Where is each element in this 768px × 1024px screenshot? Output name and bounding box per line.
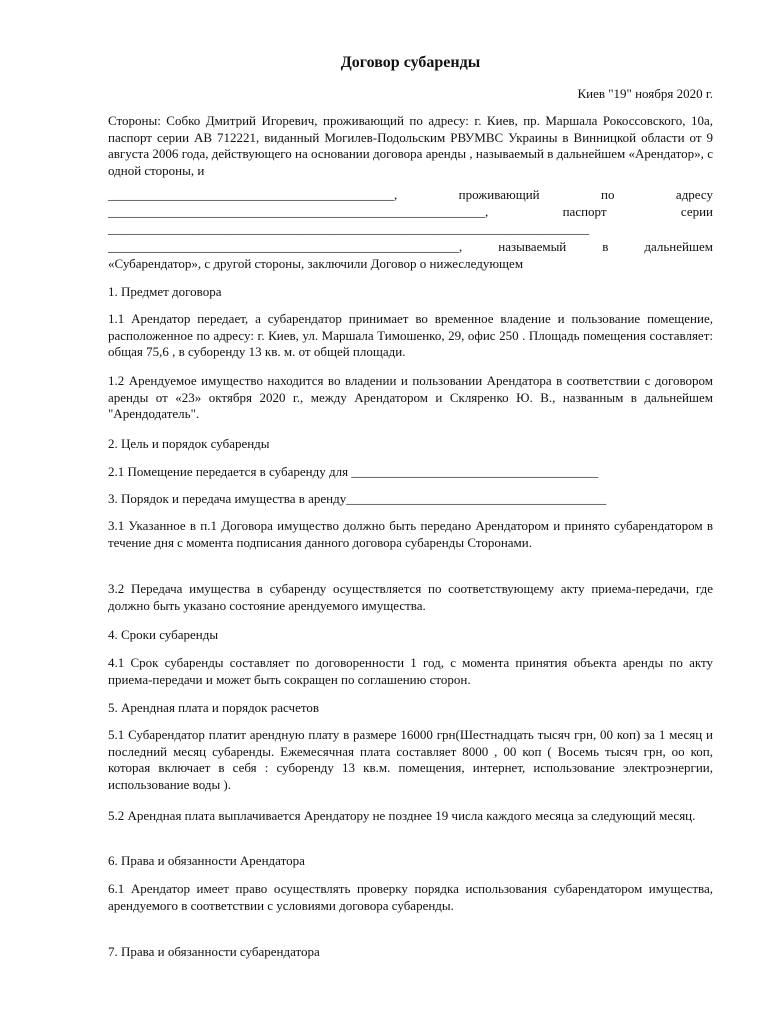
parties-blank-line-1: ____________________________________________, проживающий по адресу	[108, 187, 713, 202]
section-6-heading: 6. Права и обязанности Арендатора	[108, 853, 305, 868]
clause-1-1: 1.1 Арендатор передает, а субарендатор принимает во временное владение и пользование помещение, расположенное по адресу: г. Киев, ул. Маршала Тимошенко, 29, офис 250 . Площадь помещения составляет: общая 75,6 , в суборенду 13 кв. м. от общей площади.	[108, 311, 713, 359]
parties-blank-line-2: __________________________________________________________, паспорт серии	[108, 204, 713, 219]
clause-5-2: 5.2 Арендная плата выплачивается Арендатору не позднее 19 числа каждого месяца за следующий месяц.	[108, 808, 696, 823]
parties-closing-line: «Субарендатор», с другой стороны, заключили Договор о нижеследующем	[108, 256, 524, 271]
parties-blank-line-4: ______________________________________________________, называемый в дальнейшем	[108, 239, 713, 254]
section-7-heading: 7. Права и обязанности субарендатора	[108, 944, 320, 959]
clause-5-1: 5.1 Субарендатор платит арендную плату в размере 16000 грн(Шестнадцать тысяч грн, 00 коп) за 1 месяц и последний месяц субаренды. Ежемесячная плата составляет 8000 , 00 коп ( Восемь тысяч грн, оо коп, которая включает в себя : суборенду 13 кв.м. помещения, интернет, использование электроэнергии, использование воды ).	[108, 727, 713, 792]
section-3-heading: 3. Порядок и передача имущества в аренду________________________________________	[108, 491, 607, 506]
clause-4-1: 4.1 Срок субаренды составляет по договоренности 1 год, с момента принятия объекта аренды по акту приема-передачи и может быть сокращен по соглашению сторон.	[108, 655, 713, 687]
section-1-heading: 1. Предмет договора	[108, 284, 222, 299]
clause-6-1: 6.1 Арендатор имеет право осуществлять проверку порядка использования субарендатором имущества, арендуемого в соответствии с условиями договора субаренды.	[108, 881, 713, 913]
document-title: Договор субаренды	[340, 54, 481, 71]
section-5-heading: 5. Арендная плата и порядок расчетов	[108, 700, 319, 715]
section-2-heading: 2. Цель и порядок субаренды	[108, 436, 270, 451]
clause-2-1: 2.1 Помещение передается в субаренду для ______________________________________	[108, 464, 599, 479]
clause-3-2: 3.2 Передача имущества в субаренду осуществляется по соответствующему акту приема-передачи, где должно быть указано состояние арендуемого имущества.	[108, 581, 713, 613]
date-line: Киев "19" ноября 2020 г.	[577, 86, 713, 101]
parties-paragraph: Стороны: Собко Дмитрий Игоревич, проживающий по адресу: г. Киев, пр. Маршала Рокоссовского, 10а, паспорт серии АВ 712221, виданный Могилев-Подольским РВУМВС Украины в Винницкой области от 9 августа 2006 года, действующего на основании договора аренды , называемый в дальнейшем «Арендатор», с одной стороны, и	[108, 113, 713, 178]
parties-blank-line-3: __________________________________________________________________________	[108, 221, 589, 236]
clause-3-1: 3.1 Указанное в п.1 Договора имущество должно быть передано Арендатором и принято субарендатором в течение дня с момента подписания данного договора субаренды Сторонами.	[108, 518, 713, 550]
section-4-heading: 4. Сроки субаренды	[108, 627, 219, 642]
clause-1-2: 1.2 Арендуемое имущество находится во владении и пользовании Арендатора в соответствии с договором аренды от «23» октября 2020 г., между Арендатором и Скляренко Ю. В., названным в дальнейшем "Арендодатель".	[108, 373, 713, 421]
